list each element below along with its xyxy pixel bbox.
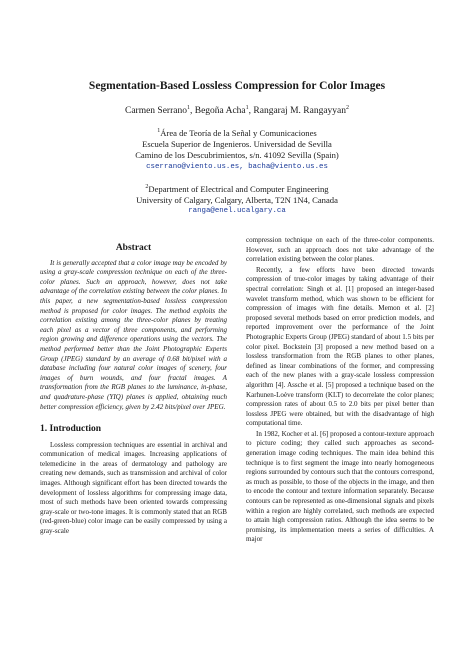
affiliation-email[interactable]: cserrano@viento.us.es, bacha@viento.us.es <box>146 162 328 171</box>
author-name: , Rangaraj M. Rangayyan <box>248 106 347 116</box>
affiliation-department: Área de Teoría de la Señal y Comunicaciones <box>160 128 317 138</box>
author-name: , Begoña Acha <box>189 106 246 116</box>
body-paragraph: In 1982, Kocher et al. [6] proposed a contour-texture approach to picture coding; they called such approaches as second-generation image coding techniques. The main idea behind this technique is to first segment the image into nearly homogeneous regions surrounded by contours such that the contours correspond, as much as possible, to those of the objects in the image, and then to encode the contour and texture information separately. Because contours can be represented as one-dimensional signals and pixels within a region are highly correlated, such methods are expected to attain high compression ratios. Although the idea seems to be promising, its implementation meets a series of difficulties. A major <box>246 429 434 544</box>
affiliation-marker: 2 <box>145 184 149 191</box>
abstract-text: It is generally accepted that a color image may be encoded by using a gray-scale compression technique on each of the three-color planes. Such an approach, however, does not take advantage of the correlation existing between the color planes. In this paper, a new segmentation-based lossless compression method is proposed for color images. The method exploits the correlation existing among the three-color planes by treating each pixel as a vector of three components, and performing region growing and difference operations using the vectors. The method performed better than the Joint Photographic Experts Group (JPEG) standard by an average of 0.68 bit/pixel with a database including four natural color images of scenery, four images of burn wounds, and four fractal images. A transformation from the RGB planes to the luminance, in-phase, and quadrature-phase (YIQ) planes is applied, obtaining much better compression efficiency, given by 2.42 bits/pixel over JPEG. <box>40 258 227 411</box>
right-column <box>246 236 434 546</box>
affiliation-department: Department of Electrical and Computer Engineering <box>148 184 329 194</box>
affiliation-marker: 1 <box>245 104 249 111</box>
author-list <box>40 106 434 116</box>
section-heading: 1. Introduction <box>40 424 102 435</box>
body-paragraph: Recently, a few efforts have been directed towards compression of true-color images by taking advantage of their spectral correlation: Singh et al. [1] proposed an integer-based wavelet transform method, which was shown to be efficient for compression of images with fine details. Memon et al. [2] proposed several methods based on error prediction models, and reported improvement over the performance of the Joint Photographic Experts Group (JPEG) standard of about 1.5 bits per color pixel. Bockstein [3] proposed a new method based on a lossless transformation from the RGB planes to other planes, defined as linear combinations of the former, and compressing each of the new planes with a gray-scale lossless compression algorithm [4]. Assche et al. [5] proposed a technique based on the Karhunen-Loève transform (KLT) to decorrelate the color planes; compression rates of about 0.5 to 2.0 bits per pixel better than lossless JPEG were obtained, but with the disadvantage of high computational time. <box>246 265 434 428</box>
affiliation-marker: 1 <box>157 128 161 135</box>
affiliation-marker: 2 <box>346 104 350 111</box>
affiliation-address: Camino de los Descubrimientos, s/n. 41092 Sevilla (Spain) <box>135 150 339 161</box>
abstract-heading: Abstract <box>115 243 152 253</box>
affiliation-school: Escuela Superior de Ingenieros. Universidad de Sevilla <box>142 139 332 150</box>
body-paragraph: Lossless compression techniques are essential in archival and communication of medical images. Increasing applications of telemedicine in the areas of dermatology and pathology are creating new demands, such as transmission and archival of color images. Although significant effort has been directed towards the development of lossless algorithms for compressing image data, most of such methods have been oriented towards compressing gray-scale or two-tone images. It is commonly stated that an RGB (red-green-blue) color image can be easily compressed by using a gray-scale <box>40 440 227 536</box>
body-paragraph: compression technique on each of the three-color components. However, such an approach does not take advantage of the correlation existing between the color planes. <box>246 236 434 264</box>
affiliation-2 <box>40 184 434 218</box>
author-name: Carmen Serrano <box>124 106 187 116</box>
affiliation-address: University of Calgary, Calgary, Alberta, T2N 1N4, Canada <box>136 195 338 206</box>
affiliation-marker: 1 <box>186 104 190 111</box>
left-column <box>40 244 227 538</box>
paper-title: Segmentation-Based Lossless Compression for Color Images <box>88 80 386 92</box>
affiliation-1 <box>40 128 434 173</box>
affiliation-email[interactable]: ranga@enel.ucalgary.ca <box>188 207 286 216</box>
